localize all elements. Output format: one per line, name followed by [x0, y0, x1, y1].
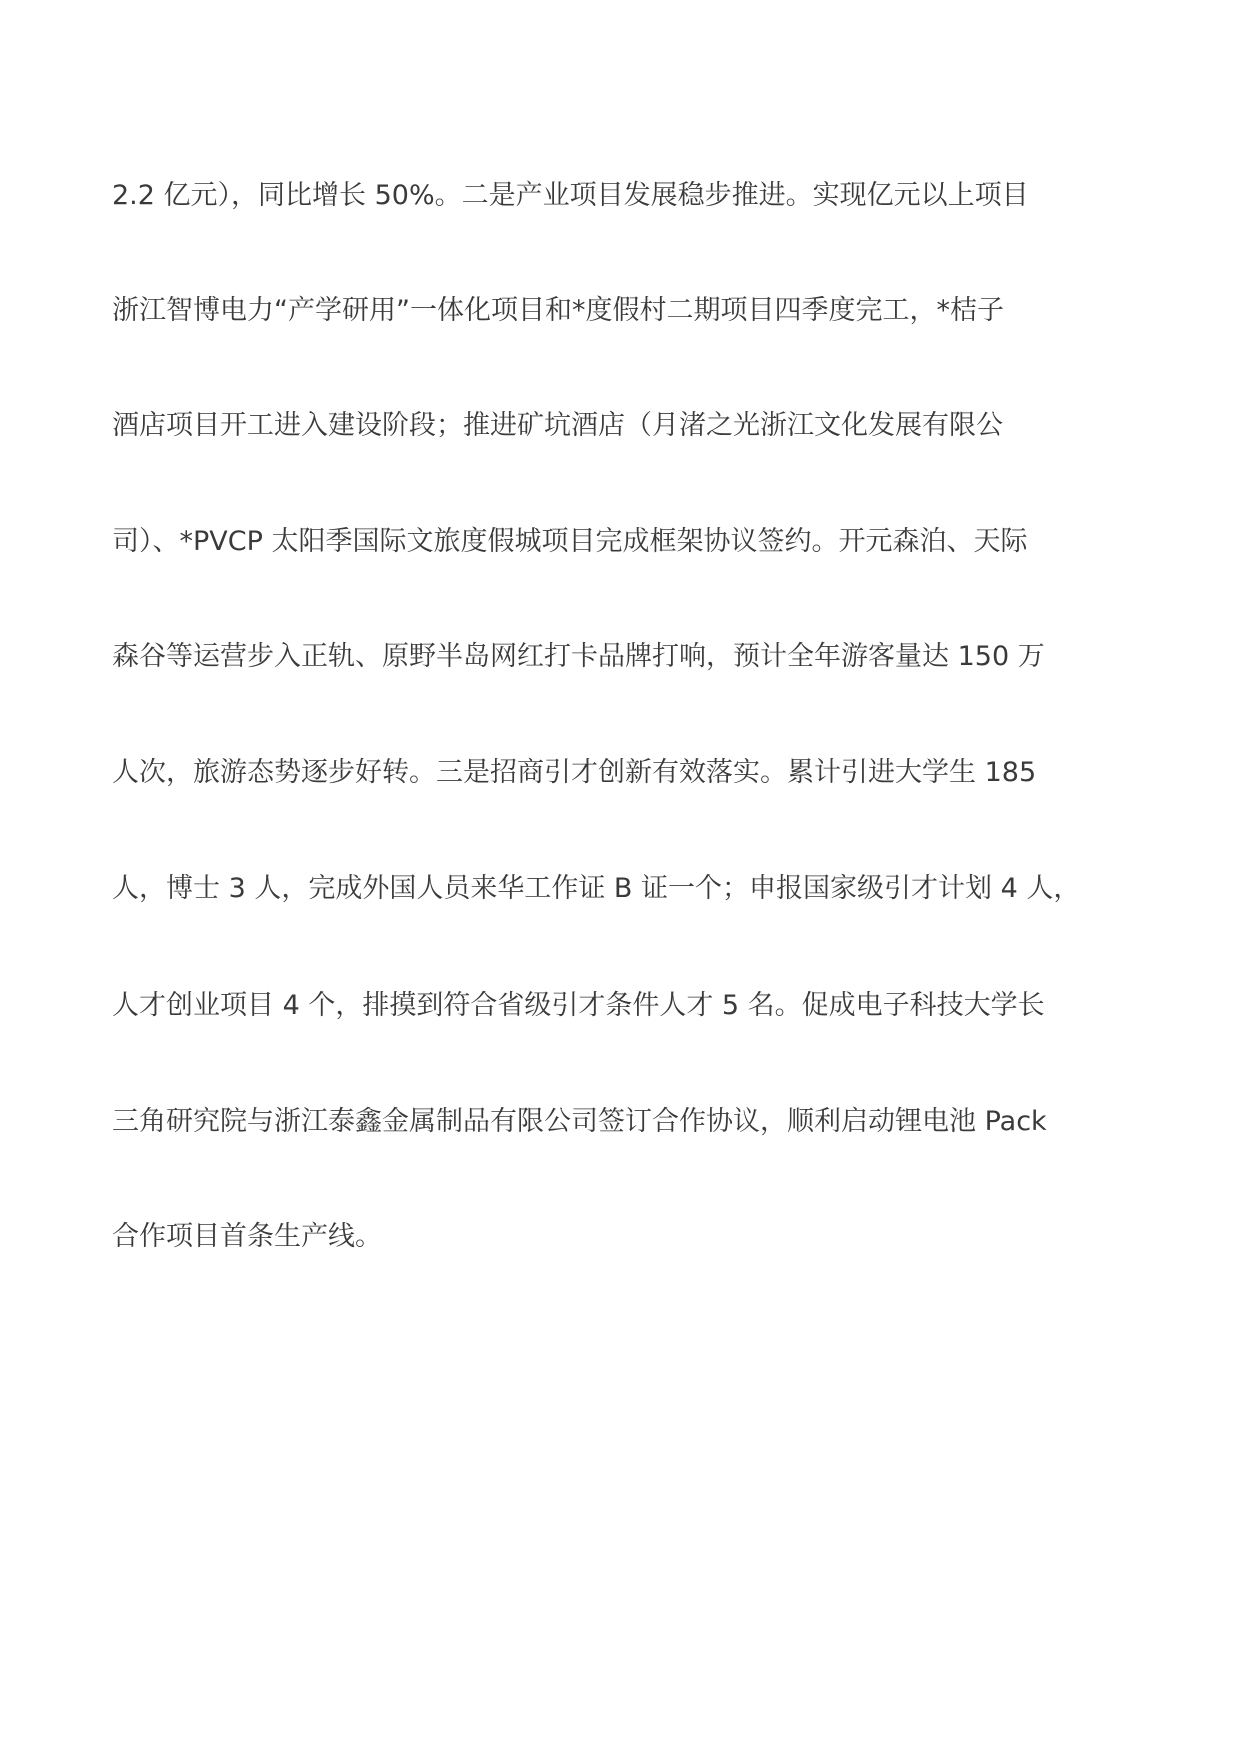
- paragraph-line: 2.2 亿元），同比增长 50%。二是产业项目发展稳步推进。实现亿元以上项目: [112, 180, 1029, 211]
- paragraph-line: 合作项目首条生产线。: [112, 1221, 382, 1252]
- paragraph-line: 司）、*PVCP 太阳季国际文旅度假城项目完成框架协议签约。开元森泊、天际: [112, 526, 1028, 557]
- paragraph-line: 人才创业项目 4 个，排摸到符合省级引才条件人才 5 名。促成电子科技大学长: [112, 990, 1045, 1021]
- paragraph-line: 浙江智博电力“产学研用”一体化项目和*度假村二期项目四季度完工，*桔子: [112, 295, 1004, 326]
- paragraph-line: 森谷等运营步入正轨、原野半岛网红打卡品牌打响，预计全年游客量达 150 万: [112, 641, 1045, 672]
- paragraph-line: 三角研究院与浙江泰鑫金属制品有限公司签订合作协议，顺利启动锂电池 Pack: [112, 1106, 1047, 1137]
- paragraph-line: 人，博士 3 人，完成外国人员来华工作证 B 证一个；申报国家级引才计划 4 人，: [112, 873, 1081, 904]
- paragraph-line: 人次，旅游态势逐步好转。三是招商引才创新有效落实。累计引进大学生 185: [112, 757, 1037, 788]
- paragraph-line: 酒店项目开工进入建设阶段；推进矿坑酒店（月渚之光浙江文化发展有限公: [112, 410, 1003, 441]
